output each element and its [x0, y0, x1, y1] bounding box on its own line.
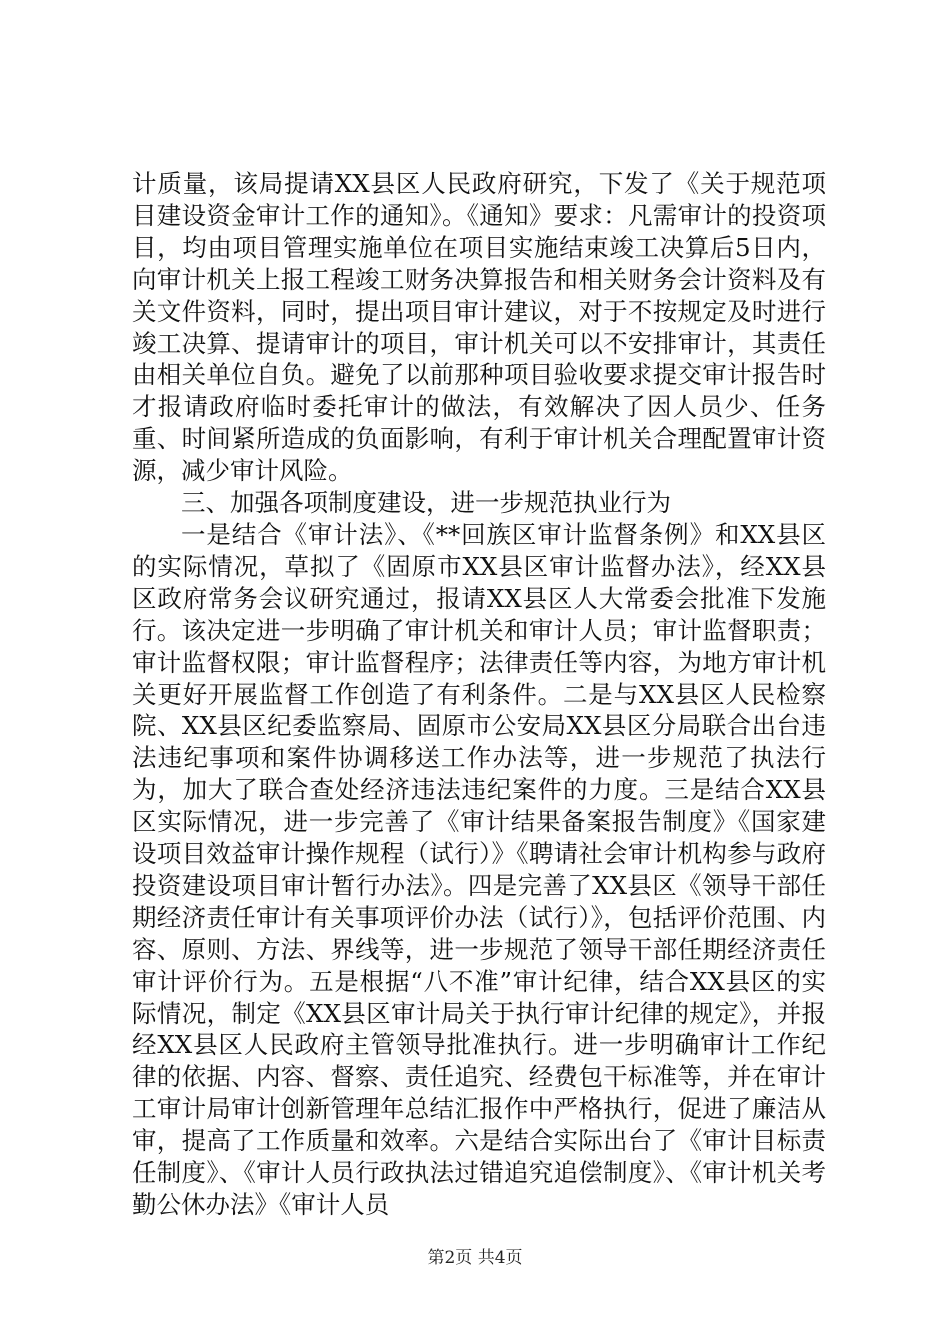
section-heading: 三、加强各项制度建设，进一步规范执业行为 — [181, 488, 671, 518]
page-footer: 第2页 共4页 — [427, 1248, 523, 1268]
paragraph-body: 一是结合《审计法》、《**回族区审计监督条例》和XX县区的实际情况，草拟了《固原市XX县区审计监督办法》，经XX县区政府常务会议研究通过，报请XX县区人大常委会批准下发施行。该决定进一步明确了审计机关和审计人员；审计监督职责；审计监督权限；审计监督程序；法律责任等内容，为地方审计机关更好开展监督工作创造了有利条件。二是与XX县区人民检察院、XX县区纪委监察局、固原市公安局XX县区分局联合出台违法违纪事项和案件协调移送工作办法等，进一步规范了执法行为，加大了联合查处经济违法违纪案件的力度。三是结合XX县区实际情况，进一步完善了《审计结果备案报告制度》《国家建设项目效益审计操作规程（试行）》《聘请社会审计机构参与政府投资建设项目审计暂行办法》。四是完善了XX县区《领导干部任期经济责任审计有关事项评价办法（试行）》，包括评价范围、内容、原则、方法、界线等，进一步规范了领导干部任期经济责任审计评价行为。五是根据“八不准”审计纪律，结合XX县区的实际情况，制定《XX县区审计局关于执行审计纪律的规定》，并报经XX县区人民政府主管领导批准执行。进一步明确审计工作纪律的依据、内容、督察、责任追究、经费包干标准等，并在审计工审计局审计创新管理年总结汇报作中严格执行，促进了廉洁从审，提高了工作质量和效率。六是结合实际出台了《审计目标责任制度》、《审计人员行政执法过错追究追偿制度》、《审计机关考勤公休办法》《审计人员 — [132, 519, 826, 1219]
document-body — [132, 168, 826, 1221]
paragraph-continuation: 计质量，该局提请XX县区人民政府研究，下发了《关于规范项目建设资金审计工作的通知》。《通知》要求：凡需审计的投资项目，均由项目管理实施单位在项目实施结束竣工决算后5日内，向审计机关上报工程竣工财务决算报告和相关财务会计资料及有关文件资料，同时，提出项目审计建议，对于不按规定及时进行竣工决算、提请审计的项目，审计机关可以不安排审计，其责任由相关单位自负。避免了以前那种项目验收要求提交审计报告时才报请政府临时委托审计的做法，有效解决了因人员少、任务重、时间紧所造成的负面影响，有利于审计机关合理配置审计资源，减少审计风险。 — [132, 169, 826, 486]
